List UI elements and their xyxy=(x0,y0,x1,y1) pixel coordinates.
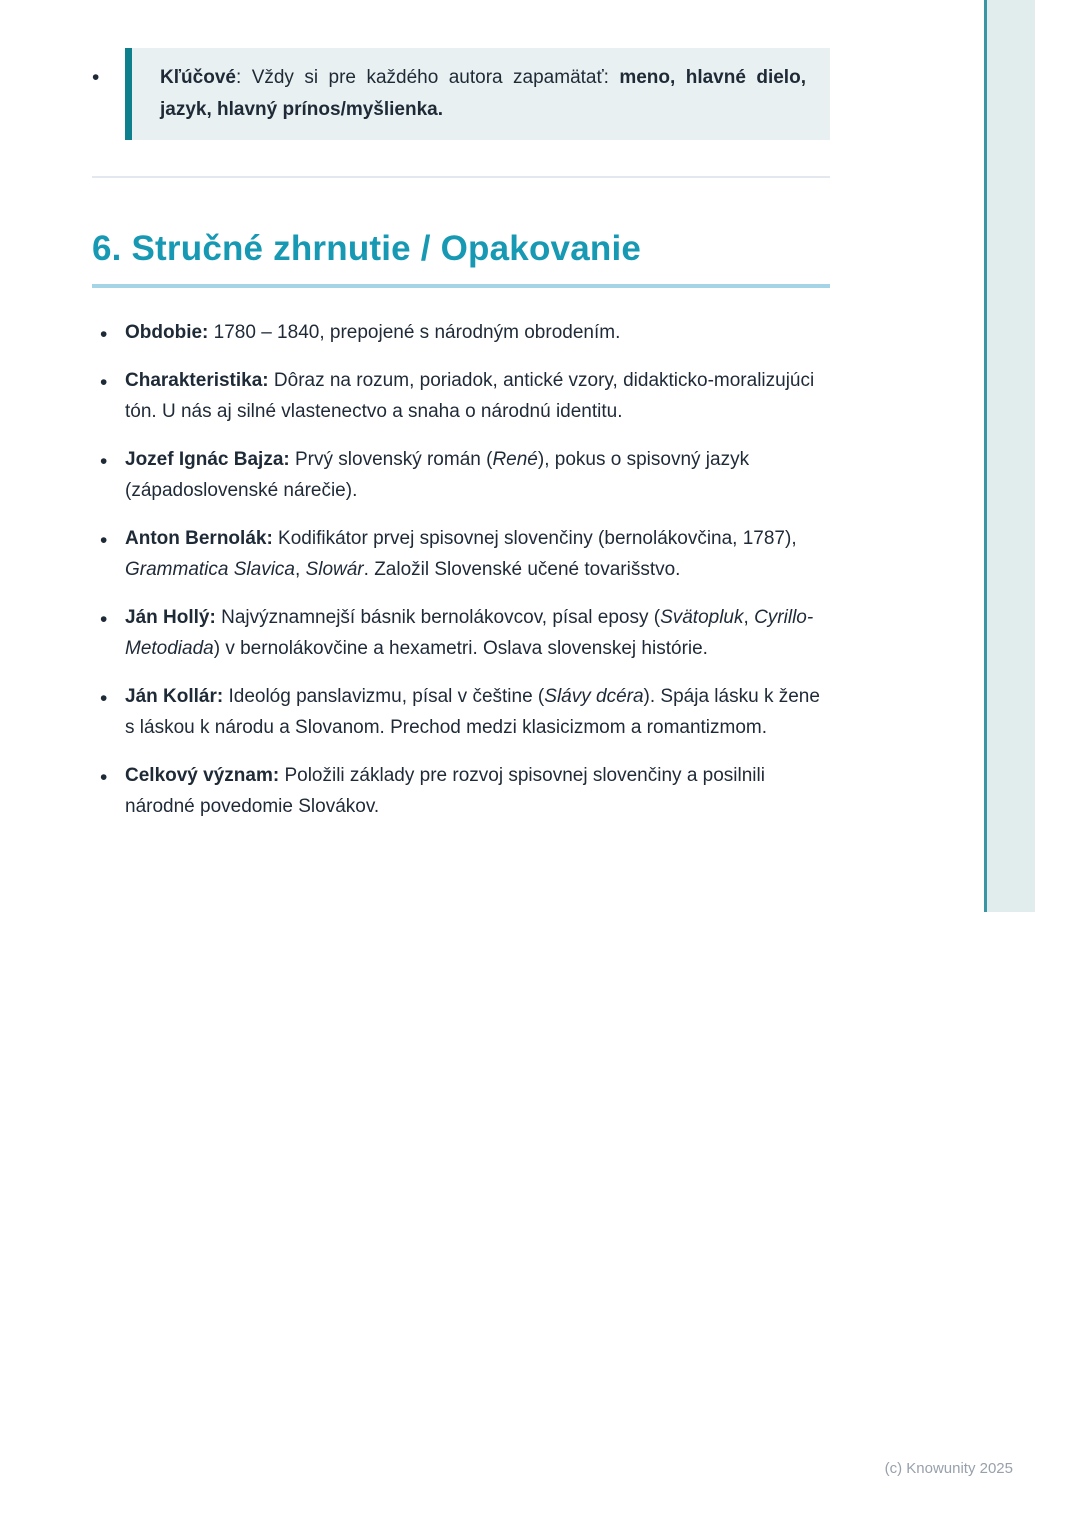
text-run: Obdobie: xyxy=(125,322,209,344)
callout-text xyxy=(160,62,806,126)
list-item xyxy=(125,682,830,744)
text-run: Dôraz na rozum, poriadok, antické vzory, didakticko-moralizujúci tón. U nás aj silné vlastenectvo a snaha o národnú identitu. xyxy=(125,370,815,423)
content-column xyxy=(92,0,830,840)
key-callout-box xyxy=(125,48,830,140)
list-item xyxy=(125,318,830,349)
text-run: Grammatica Slavica xyxy=(125,559,295,581)
text-run: 1780 – 1840, prepojené s národným obrodením. xyxy=(208,322,621,344)
side-accent-band xyxy=(984,0,1035,912)
text-run: ) v bernolákovčine a hexametri. Oslava slovenskej histórie. xyxy=(213,638,708,660)
section-divider xyxy=(92,176,830,178)
text-run: Ján Hollý: xyxy=(125,607,216,629)
text-run: meno, hlavné dielo, jazyk, hlavný prínos/myšlienka. xyxy=(160,67,806,120)
text-run: Charakteristika: xyxy=(125,370,269,392)
text-run: Anton Bernolák: xyxy=(125,528,273,550)
text-run: Kodifikátor prvej spisovnej slovenčiny (bernolákovčina, 1787), xyxy=(272,528,797,550)
text-run: , xyxy=(743,607,755,629)
text-run: Kľúčové xyxy=(160,67,236,88)
text-run: Celkový význam: xyxy=(125,764,280,786)
text-run: Najvýznamnejší básnik bernolákovcov, písal eposy ( xyxy=(215,607,661,629)
text-run: Ideológ panslavizmu, písal v češtine ( xyxy=(223,686,545,708)
text-run: , xyxy=(295,559,306,581)
list-item xyxy=(125,524,830,586)
bullet-marker: • xyxy=(92,66,100,89)
text-run: Prvý slovenský román ( xyxy=(289,449,493,471)
section-heading: 6. Stručné zhrnutie / Opakovanie xyxy=(92,228,642,268)
list-item xyxy=(125,603,830,665)
text-run: : Vždy si pre každého autora zapamätať: xyxy=(235,67,620,88)
text-run: ), pokus o spisovný jazyk (západoslovenské nárečie). xyxy=(125,449,750,502)
summary-list xyxy=(92,318,830,823)
text-run: Slávy dcéra xyxy=(544,686,644,708)
heading-underline xyxy=(92,284,830,288)
text-run: Ján Kollár: xyxy=(125,686,224,708)
text-run: ). Spája lásku k žene s láskou k národu a Slovanom. Prechod medzi klasicizmom a romantizmom. xyxy=(125,686,820,738)
text-run: Svätopluk xyxy=(660,607,744,629)
text-run: . Založil Slovenské učené tovarišstvo. xyxy=(363,559,681,581)
list-item xyxy=(125,761,830,823)
text-run: Položili základy pre rozvoj spisovnej slovenčiny a posilnili národné povedomie Slovákov. xyxy=(125,764,765,817)
callout-list-item xyxy=(92,48,830,140)
text-run: Cyrillo-Metodiada xyxy=(125,607,814,660)
list-item xyxy=(125,445,830,507)
text-run: Slowár xyxy=(305,559,364,581)
text-run: Jozef Ignác Bajza: xyxy=(125,449,290,471)
page-footer: (c) Knowunity 2025 xyxy=(884,1460,1013,1477)
text-run: René xyxy=(492,449,538,471)
list-item xyxy=(125,366,830,428)
